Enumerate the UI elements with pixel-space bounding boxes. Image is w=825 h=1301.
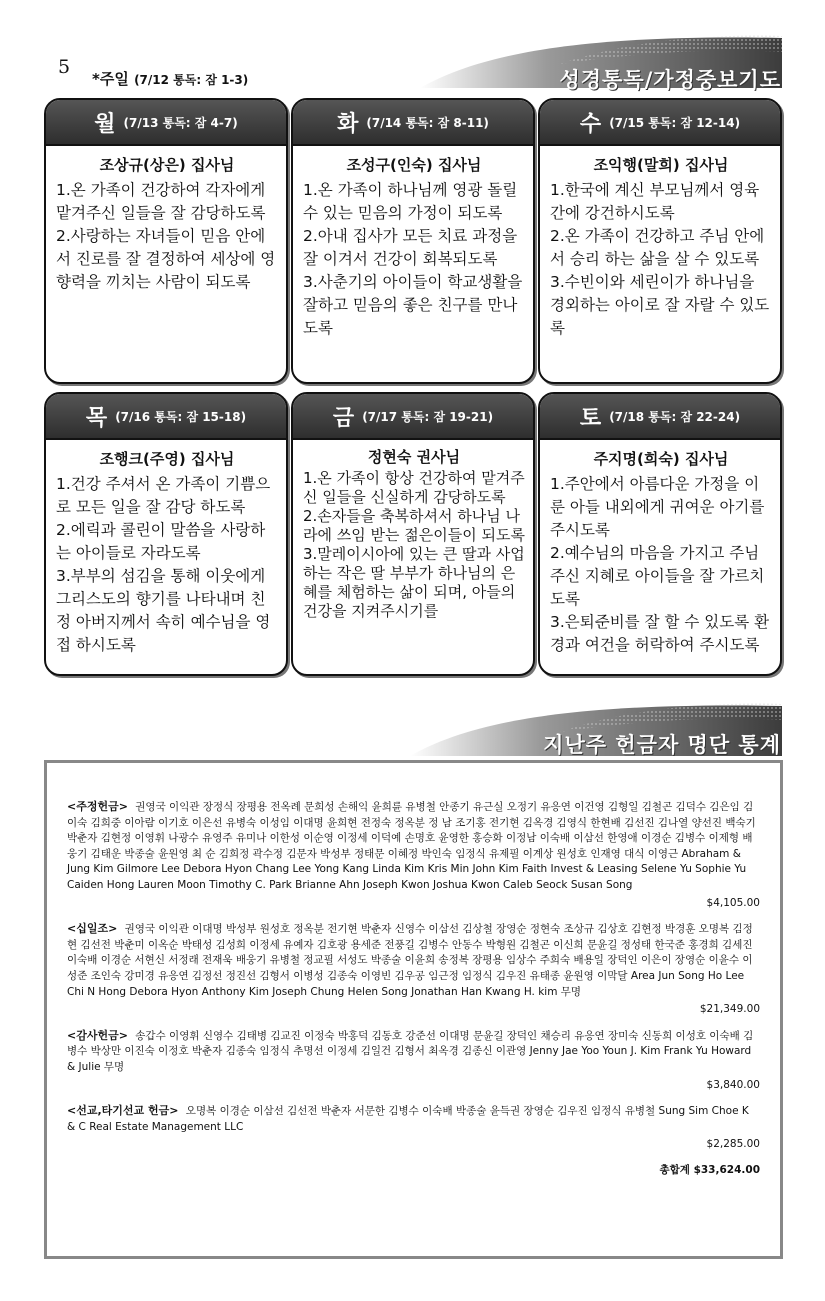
- day-label: 목: [85, 405, 108, 431]
- offering-label: <선교,타기선교 헌금>: [67, 1104, 179, 1118]
- day-card-sat: [538, 392, 782, 676]
- day-card-header: [293, 100, 533, 146]
- offering-total: $4,105.00: [706, 896, 760, 909]
- offering-names: 송갑수 이영휘 신영수 김태병 김교진 이정숙 박홍덕 김동호 강준선 이대명 문윤길 장덕인 채승리 유응연 장미숙 신동희 이성호 이숙배 김병수 박상만 이진숙 이정호 박춘자 김종숙 임정식 추명선 이정세 김일건 김형서 최옥경 김종신 이관영 Jenny Jae Yoo Youn J. Kim Frank Yu Howard & Julie 무명: [67, 1029, 754, 1073]
- day-reading: (7/18 통독: 잠 22-24): [609, 409, 741, 424]
- family-name: 주지명(희숙) 집사님: [593, 450, 729, 468]
- prayer-item: 1.건강 주셔서 온 가족이 기쁨으로 모든 일을 잘 감당 하도록: [56, 475, 271, 516]
- prayer-banner-title: 성경통독/가정중보기도: [559, 68, 781, 92]
- prayer-item: 2.에릭과 콜린이 말씀을 사랑하는 아이들로 자라도록: [56, 521, 266, 562]
- day-reading: (7/15 통독: 잠 12-14): [609, 115, 741, 130]
- offering-section-tithe: [67, 921, 760, 1018]
- offering-label: <감사헌금>: [67, 1028, 128, 1042]
- day-card-header: [540, 394, 780, 440]
- day-card-mon: [44, 98, 288, 384]
- prayer-item: 3.사춘기의 아이들이 학교생활을 잘하고 믿음의 좋은 친구를 만나도록: [303, 273, 523, 337]
- sunday-reading-range: (7/12 통독: 잠 1-3): [134, 73, 249, 87]
- day-card-thu: [44, 392, 288, 676]
- sunday-label: *주일: [92, 70, 129, 88]
- day-card-fri: [291, 392, 535, 676]
- family-name: 정현숙 권사님: [367, 448, 461, 466]
- prayer-item: 1.주안에서 아름다운 가정을 이룬 아들 내외에게 귀여운 아기를 주시도록: [550, 475, 765, 539]
- prayer-item: 2.사랑하는 자녀들이 믿음 안에서 진로를 잘 결정하여 세상에 영향력을 끼치는 사람이 되도록: [56, 227, 276, 291]
- day-card-header: [46, 394, 286, 440]
- prayer-item: 2.아내 집사가 모든 치료 과정을 잘 이겨서 건강이 회복되도록: [303, 227, 518, 268]
- grand-total: 총합계 $33,624.00: [659, 1163, 760, 1176]
- prayer-item: 2.예수님의 마음을 가지고 주님 주신 지혜로 아이들을 잘 가르치도록: [550, 544, 765, 608]
- day-label: 월: [94, 111, 116, 137]
- donor-list-box: [44, 760, 783, 1259]
- family-name: 조익행(말희) 집사님: [593, 156, 729, 174]
- offering-names: 권영국 이익관 이대명 박성부 원성호 정옥분 전기현 박춘자 신영수 이삼선 김상철 장영순 정현숙 조상규 김상호 김현정 박경훈 오명복 김정현 김선전 박춘미 이옥순 박태성 김성희 이정세 유예자 김호광 용세준 전풍길 김병수 안동수 박형원 김철곤 이신희 문윤길 정성태 한국준 홍경희 김세진 이숙배 이경순 서현신 서정래 전재욱 배웅기 유병철 정교필 서성도 박종술 이윤희 송정복 장평용 임상수 주희숙 배용일 장덕인 이은이 장영순 이윤수 이성준 조인숙 강미경 유응연 김정선 정진선 김형서 이병성 김종숙 이영빈 김우공 임근정 임정식 김우진 유태종 윤원영 이막달 Area Jun Song Ho Lee Chi N Hong Debora Hyon Anthony Kim Joseph Chung Helen Song Jonathan Han Kwang H. kim 무명: [67, 923, 753, 998]
- family-name: 조상규(상은) 집사님: [99, 156, 235, 174]
- day-reading: (7/13 통독: 잠 4-7): [123, 115, 238, 130]
- prayer-item: 1.한국에 계신 부모님께서 영육간에 강건하시도록: [550, 181, 760, 222]
- prayer-item: 3.부부의 섬김을 통해 이웃에게 그리스도의 향기를 나타내며 친정 아버지께서 속히 예수님을 영접 하시도록: [56, 567, 271, 654]
- day-label: 토: [579, 405, 602, 431]
- offering-names: 권영국 이익관 장정식 장평용 전옥례 문희성 손해익 윤희륜 유병철 안종기 유근실 오정기 유응연 이건영 김형일 김철곤 김덕수 김은임 김이숙 김희중 이아람 이기호 이은선 유병숙 이성임 이대명 윤희현 전정숙 정옥분 정 남 조기홍 전기현 김옥경 김영식 한현배 김선진 김나열 양선진 백숙기 박춘자 김현정 이영휘 나광수 유영주 유미나 이한성 이순영 이정세 이덕예 손명호 윤영한 홍승화 이정남 이숙배 이삼선 한영애 이경순 김병수 이제형 배웅기 김태운 박종술 윤원영 최 순 김희정 곽수정 김문자 박성부 정태문 이혜정 박인숙 임정식 유제필 이계상 원성호 인재영 대식 이영근 Abraham & Jung Kim Gilmore Lee Debora Hyon Chang Lee Yong Kang Linda Kim Kris Min John Kim Faith Invest & Leasing Selene Yu Sophie Yu Caiden Hong Lauren Moon Timothy C. Park Brianne Ahn Joseph Kwon Joshua Kwon Caleb Seock Susan Song: [67, 801, 756, 891]
- offering-label: <주정헌금>: [67, 800, 128, 813]
- offering-label: <십일조>: [67, 922, 118, 936]
- day-reading: (7/17 통독: 잠 19-21): [362, 409, 494, 424]
- prayer-item: 3.수빈이와 세린이가 하나님을 경외하는 아이로 잘 자랄 수 있도록: [550, 273, 770, 337]
- prayer-item: 2.손자들을 축복하셔서 하나님 나라에 쓰임 받는 젊은이들이 되도록: [303, 507, 525, 544]
- day-label: 금: [332, 405, 355, 431]
- day-card-tue: [291, 98, 535, 384]
- offering-section-weekly: [67, 799, 760, 911]
- donor-banner-title: 지난주 헌금자 명단 통계: [543, 733, 781, 757]
- family-name: 조성구(인숙) 집사님: [346, 156, 482, 174]
- offering-total: $3,840.00: [706, 1078, 760, 1091]
- day-card-header: [540, 100, 780, 146]
- offering-section-mission: [67, 1103, 760, 1153]
- offering-section-thanks: [67, 1028, 760, 1093]
- offering-total: $21,349.00: [699, 1003, 760, 1016]
- offering-total: $2,285.00: [706, 1138, 760, 1151]
- day-label: 수: [579, 111, 602, 137]
- prayer-item: 3.말레이시아에 있는 큰 딸과 사업하는 작은 딸 부부가 하나님의 은혜를 체험하는 삶이 되며, 아들의 건강을 지켜주시기를: [303, 545, 525, 620]
- family-name: 조행크(주영) 집사님: [99, 450, 235, 468]
- prayer-item: 3.은퇴준비를 잘 할 수 있도록 환경과 여건을 허락하여 주시도록: [550, 613, 770, 654]
- prayer-item: 2.온 가족이 건강하고 주님 안에서 승리 하는 삶을 살 수 있도록: [550, 227, 765, 268]
- day-label: 화: [337, 111, 359, 137]
- day-reading: (7/16 통독: 잠 15-18): [115, 409, 247, 424]
- prayer-item: 1.온 가족이 하나님께 영광 돌릴 수 있는 믿음의 가정이 되도록: [303, 181, 518, 222]
- day-card-header: [293, 394, 533, 440]
- offering-names: 오명복 이경순 이삼선 김선전 박춘자 서문한 김병수 이숙배 박종술 윤득권 장영순 김우진 임정식 유병철 Sung Sim Choe K & C Real Estate Management LLC: [67, 1105, 749, 1133]
- page-number: 5: [58, 56, 71, 78]
- day-card-wed: [538, 98, 782, 384]
- prayer-item: 1.온 가족이 항상 건강하여 맡겨주신 일들을 신실하게 감당하도록: [303, 469, 525, 506]
- day-reading: (7/14 통독: 잠 8-11): [366, 115, 489, 130]
- sunday-reading: [92, 68, 248, 89]
- prayer-item: 1.온 가족이 건강하여 각자에게 맡겨주신 일들을 잘 감당하도록: [56, 181, 266, 222]
- day-card-header: [46, 100, 286, 146]
